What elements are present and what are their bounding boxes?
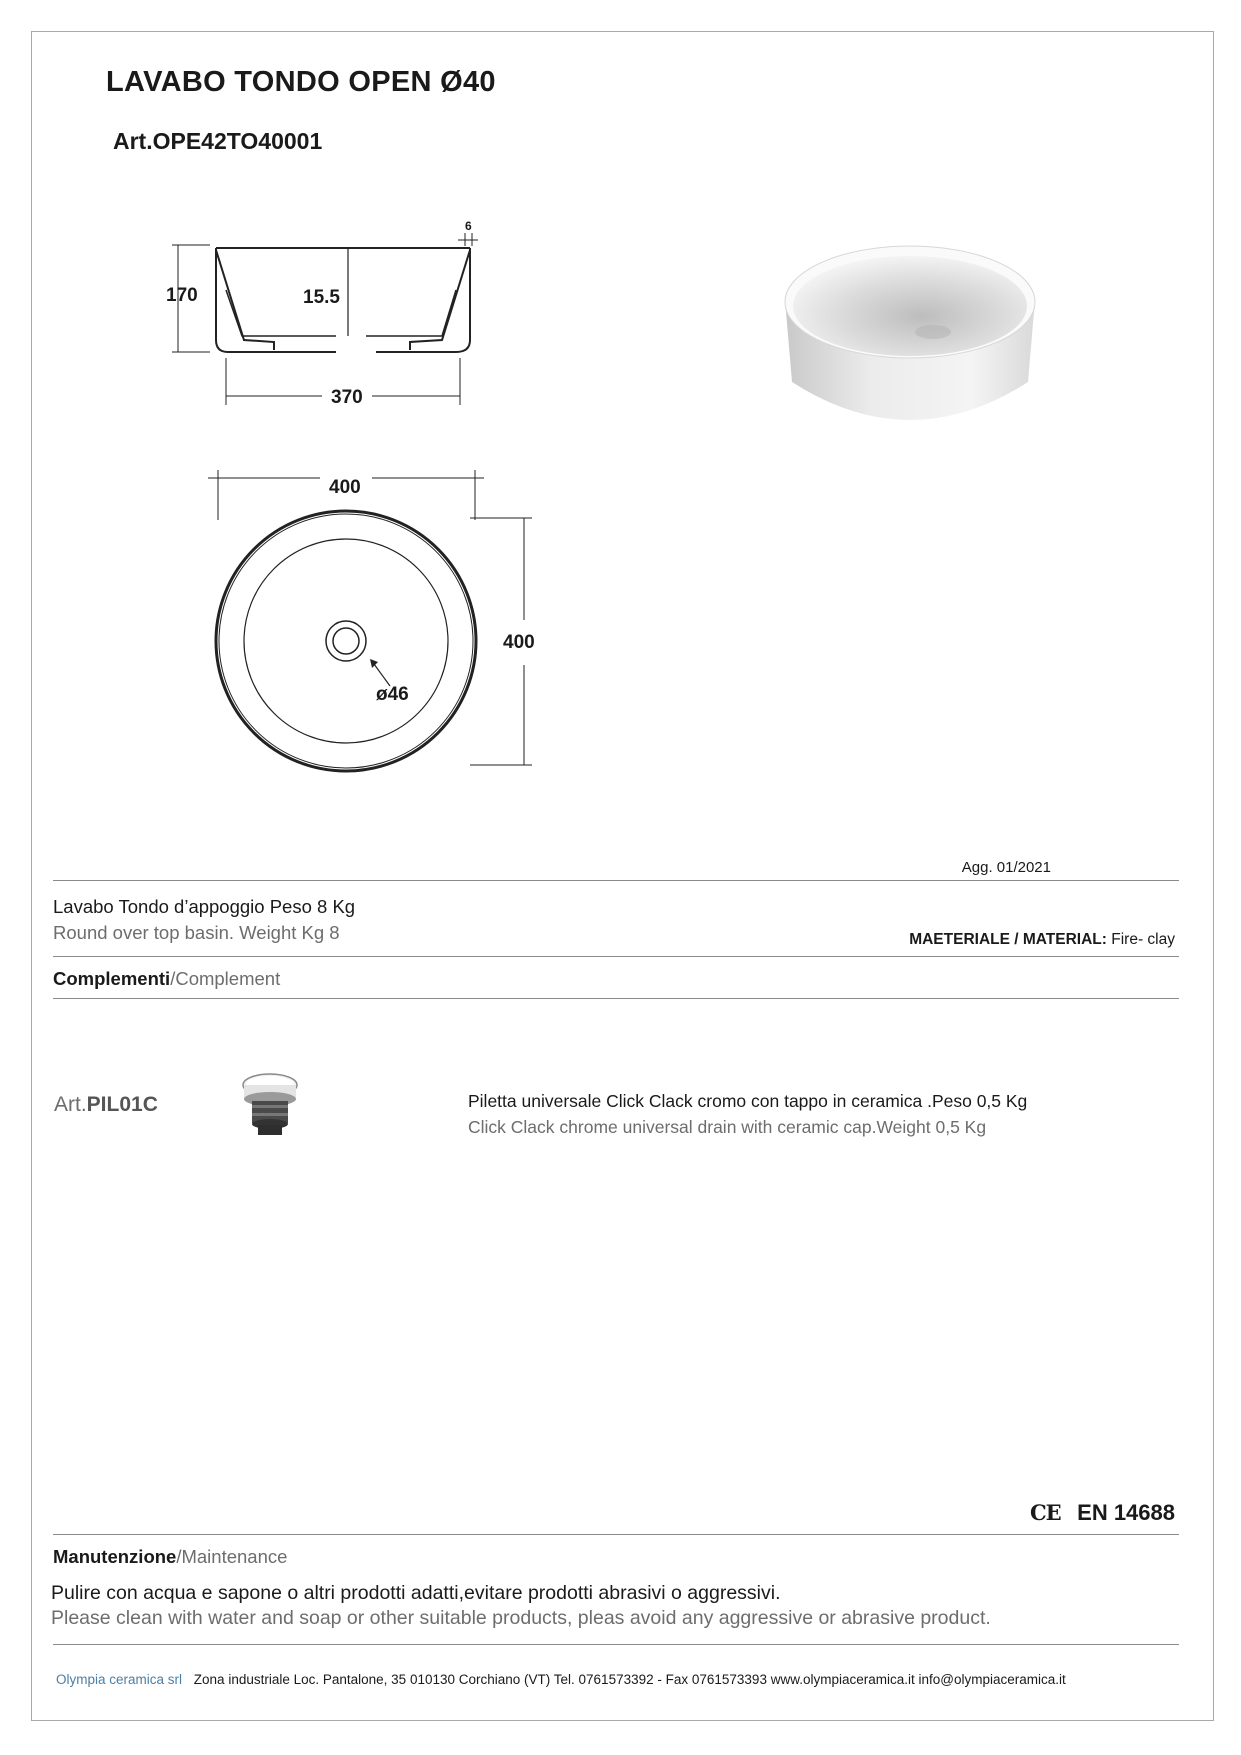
- divider: [53, 1534, 1179, 1535]
- dim-top-depth: 400: [503, 632, 535, 653]
- maintenance-text-en: Please clean with water and soap or other suitable products, pleas avoid any aggressive or abrasive product.: [51, 1607, 991, 1629]
- product-title: LAVABO TONDO OPEN Ø40: [106, 66, 496, 98]
- ce-mark: CE: [1029, 1500, 1061, 1525]
- basin-render: [770, 240, 1060, 470]
- dim-wall-depth: 15.5: [303, 287, 340, 308]
- complement-code-prefix: Art.: [54, 1093, 87, 1116]
- technical-drawing: [150, 210, 550, 780]
- material-line: [909, 931, 1175, 949]
- maintenance-text-it: Pulire con acqua e sapone o altri prodotti adatti,evitare prodotti abrasivi o aggressivi.: [51, 1582, 781, 1604]
- footer-company: Olympia ceramica srl: [56, 1672, 183, 1687]
- material-label: MAETERIALE / MATERIAL:: [909, 931, 1107, 948]
- footer: [56, 1672, 1066, 1687]
- divider: [53, 1644, 1179, 1645]
- dim-wall-thickness: 6: [465, 219, 472, 233]
- complements-heading-it: Complementi: [53, 968, 171, 989]
- maintenance-heading-en: /Maintenance: [176, 1546, 288, 1567]
- complements-heading: [53, 968, 280, 990]
- material-value: Fire- clay: [1111, 931, 1175, 948]
- description-en: Round over top basin. Weight Kg 8: [53, 922, 340, 943]
- complement-code-value: PIL01C: [86, 1093, 158, 1116]
- dim-inner-width: 370: [331, 387, 363, 408]
- complement-desc-en: Click Clack chrome universal drain with ceramic cap.Weight 0,5 Kg: [468, 1117, 987, 1137]
- drain-image: [238, 1071, 302, 1139]
- update-date: Agg. 01/2021: [961, 859, 1051, 876]
- maintenance-heading: [53, 1546, 287, 1568]
- en-standard: EN 14688: [1077, 1500, 1175, 1525]
- footer-address: Zona industriale Loc. Pantalone, 35 010130 Corchiano (VT) Tel. 0761573392 - Fax 0761573393 www.olympiaceramica.it info@olympiaceramica.it: [193, 1672, 1066, 1687]
- divider: [53, 998, 1179, 999]
- divider: [53, 956, 1179, 957]
- complement-desc-it: Piletta universale Click Clack cromo con tappo in ceramica .Peso 0,5 Kg: [468, 1091, 1028, 1111]
- complement-code: [54, 1093, 158, 1117]
- dim-top-width: 400: [329, 477, 361, 498]
- dim-height: 170: [166, 285, 198, 306]
- description-it: Lavabo Tondo d’appoggio Peso 8 Kg: [53, 896, 356, 917]
- complements-heading-en: /Complement: [170, 968, 281, 989]
- divider: [53, 880, 1179, 881]
- certification: [1030, 1500, 1175, 1526]
- article-number: Art.OPE42TO40001: [113, 128, 323, 154]
- maintenance-heading-it: Manutenzione: [53, 1546, 177, 1567]
- dim-drain: ø46: [376, 684, 409, 705]
